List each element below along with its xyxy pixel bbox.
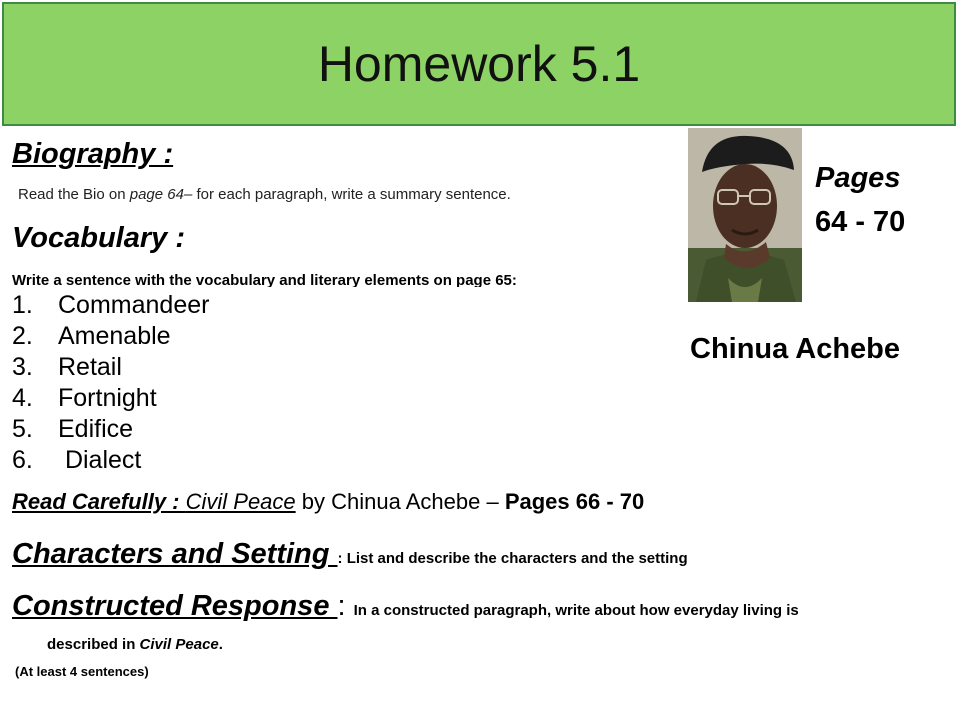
sentence-count-note: (At least 4 sentences) [15, 664, 149, 679]
read-carefully-by: by Chinua Achebe – [295, 489, 505, 514]
author-name: Chinua Achebe [690, 333, 901, 365]
biography-text-prefix: Read the Bio on [18, 186, 130, 203]
read-carefully-label: Read Carefully : [12, 489, 186, 514]
slide-title: Homework 5.1 [317, 36, 641, 92]
item-number: 5. [12, 415, 33, 443]
item-word: Amenable [58, 322, 171, 350]
constructed-instruction-line2 [47, 636, 223, 653]
author-portrait-image [688, 128, 802, 302]
characters-heading: Characters and Setting [12, 538, 338, 570]
author-photo [688, 128, 802, 302]
vocabulary-item [12, 414, 209, 445]
constructed-colon: : [337, 590, 354, 622]
constructed-line2-prefix: described in [47, 636, 140, 653]
constructed-line2-suffix: . [218, 636, 223, 653]
read-carefully-pages: Pages 66 - 70 [504, 489, 645, 514]
constructed-story-title: Civil Peace [139, 636, 219, 653]
characters-line [12, 538, 688, 571]
item-number: 2. [12, 322, 33, 350]
constructed-heading: Constructed Response [12, 590, 338, 622]
vocabulary-item [12, 383, 209, 414]
pages-range: 64 - 70 [815, 206, 906, 238]
item-word: Commandeer [58, 291, 210, 319]
vocabulary-list [12, 290, 209, 476]
constructed-instruction-line1: In a constructed paragraph, write about how everyday living is [353, 602, 799, 619]
item-word: Fortnight [58, 384, 157, 412]
vocabulary-heading: Vocabulary : [12, 222, 185, 254]
item-number: 1. [12, 291, 33, 319]
item-number: 4. [12, 384, 33, 412]
pages-label: Pages [815, 162, 901, 194]
biography-text-suffix: – for each paragraph, write a summary sentence. [183, 186, 511, 203]
read-carefully-line [12, 489, 644, 515]
item-number: 6. [12, 446, 33, 474]
item-number: 3. [12, 353, 33, 381]
characters-instruction: : List and describe the characters and the setting [337, 550, 688, 567]
biography-instruction [18, 186, 511, 203]
item-word: Retail [58, 353, 122, 381]
vocabulary-instruction: Write a sentence with the vocabulary and literary elements on page 65: [12, 272, 517, 287]
biography-page-ref: page 64 [129, 186, 184, 203]
item-word: Edifice [58, 415, 134, 443]
constructed-line [12, 590, 799, 623]
vocabulary-item [12, 321, 209, 352]
vocabulary-item [12, 290, 209, 321]
item-word: Dialect [58, 446, 142, 474]
vocabulary-item [12, 352, 209, 383]
title-banner [2, 2, 956, 126]
story-title: Civil Peace [185, 489, 296, 514]
vocabulary-item [12, 445, 209, 476]
biography-heading: Biography : [12, 138, 174, 170]
